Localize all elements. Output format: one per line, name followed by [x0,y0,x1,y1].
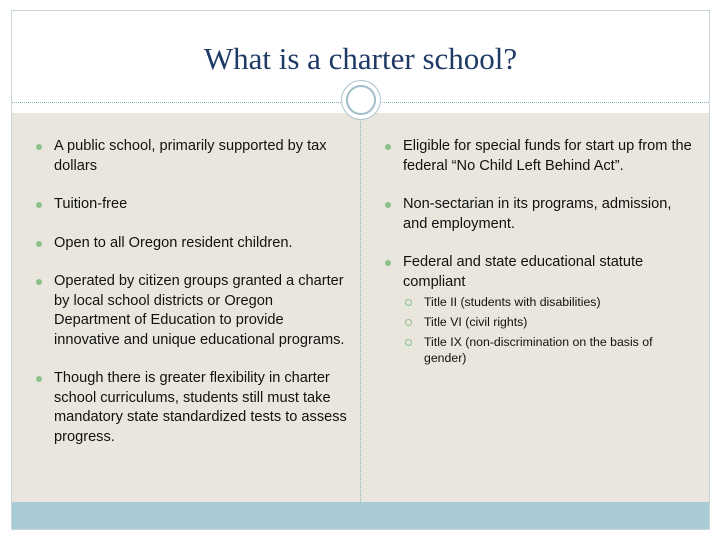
footer-band [12,502,709,529]
bullet-icon [385,260,391,266]
list-item [34,195,352,215]
list-item [34,272,352,350]
bullet-text: A public school, primarily supported by tax dollars [54,138,327,174]
left-column [34,137,352,466]
bullet-text: Tuition-free [54,196,128,212]
list-item [383,253,693,366]
bullet-text: Operated by citizen groups granted a charter by local school districts or Oregon Department of Education to provide innovative and unique educational programs. [54,273,345,348]
sub-bullet-text: Title II (students with disabilities) [424,295,601,309]
slide [11,10,710,530]
divider-circle-icon [341,80,381,120]
right-column [383,137,693,385]
column-divider [360,113,361,502]
list-item [383,195,693,234]
bullet-text: Eligible for special funds for start up from the federal “No Child Left Behind Act”. [403,138,692,174]
bullet-icon [36,241,42,247]
list-item [383,137,693,176]
bullet-icon [385,144,391,150]
bullet-text: Non-sectarian in its programs, admission, and employment. [403,196,672,232]
sub-list-item [403,334,693,366]
list-item [34,369,352,447]
bullet-icon [36,144,42,150]
divider-circle-inner [346,85,376,115]
bullet-icon [36,202,42,208]
sub-bullet-icon [405,299,412,306]
content-area [12,113,709,502]
sub-bullet-icon [405,339,412,346]
list-item [34,234,352,254]
list-item [34,137,352,176]
bullet-icon [36,376,42,382]
bullet-text: Open to all Oregon resident children. [54,234,293,251]
sub-bullet-icon [405,319,412,326]
bullet-text: Though there is greater flexibility in charter school curriculums, students still must take mandatory state standardized tests to assess progress. [54,370,347,445]
sub-list-item [403,314,693,330]
bullet-icon [36,279,42,285]
sub-bullet-text: Title VI (civil rights) [424,315,528,329]
bullet-icon [385,202,391,208]
sub-bullet-text: Title IX (non-discrimination on the basis of gender) [424,335,653,365]
sub-list-item [403,294,693,310]
slide-title: What is a charter school? [203,41,518,76]
bullet-text: Federal and state educational statute compliant [403,254,644,290]
